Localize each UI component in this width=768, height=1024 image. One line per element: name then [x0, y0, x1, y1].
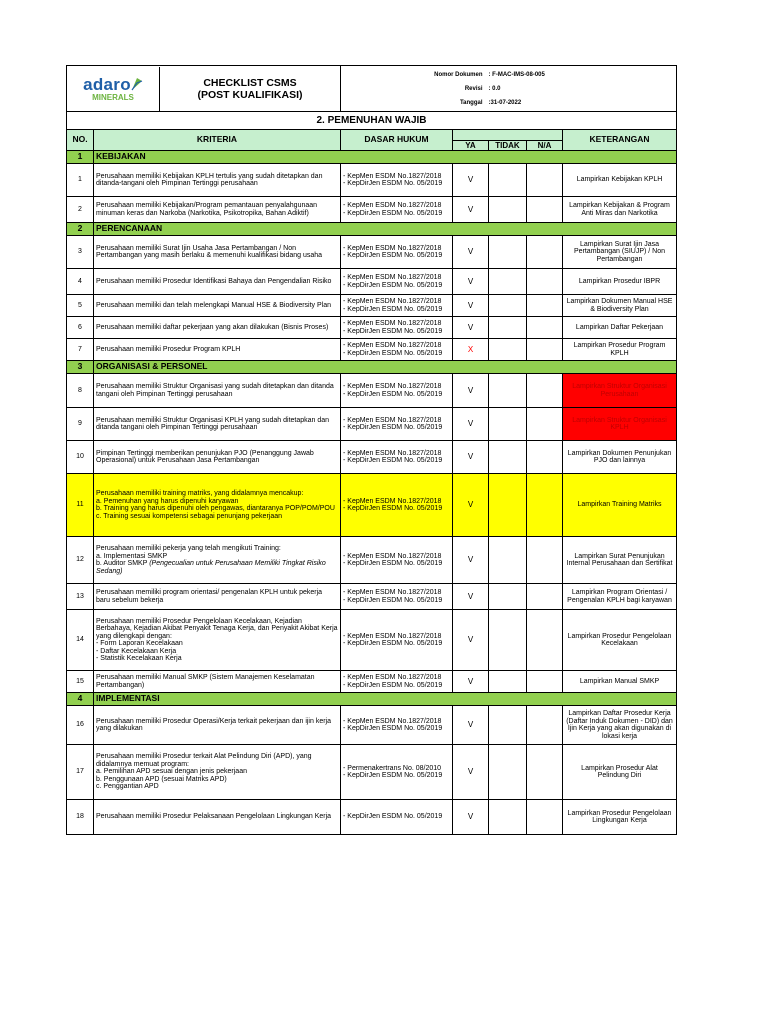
checklist-row — [67, 671, 677, 693]
row-ya-mark[interactable]: V — [453, 317, 489, 339]
row-ya-mark[interactable]: V — [453, 236, 489, 269]
row-keterangan: Lampirkan Program Orientasi / Pengenalan KPLH bagi karyawan — [563, 584, 677, 610]
row-tidak-mark[interactable] — [489, 295, 527, 317]
row-number: 14 — [67, 610, 94, 671]
row-tidak-mark[interactable] — [489, 745, 527, 800]
row-dasar-hukum: - KepMen ESDM No.1827/2018 - KepDirJen ESDM No. 05/2019 — [341, 441, 453, 474]
checklist-body — [67, 151, 677, 835]
row-keterangan: Lampirkan Dokumen Manual HSE & Biodiversity Plan — [563, 295, 677, 317]
row-keterangan: Lampirkan Daftar Prosedur Kerja (Daftar Induk Dokumen - DID) dan Ijin Kerja yang akan digunakan di lokasi kerja — [563, 706, 677, 745]
doc-number-value: : F-MAC-IMS-08-005 — [488, 71, 545, 78]
row-ya-mark[interactable]: V — [453, 295, 489, 317]
row-dasar-hukum: - KepMen ESDM No.1827/2018 - KepDirJen ESDM No. 05/2019 — [341, 537, 453, 584]
row-na-mark[interactable] — [527, 800, 563, 835]
row-number: 8 — [67, 374, 94, 408]
checklist-row — [67, 474, 677, 537]
checklist-row — [67, 706, 677, 745]
row-kriteria: Perusahaan memiliki Prosedur Program KPLH — [94, 339, 341, 361]
row-tidak-mark[interactable] — [489, 474, 527, 537]
row-tidak-mark[interactable] — [489, 408, 527, 441]
row-tidak-mark[interactable] — [489, 584, 527, 610]
category-row — [67, 693, 677, 706]
checklist-row — [67, 441, 677, 474]
category-label: PERENCANAAN — [94, 223, 677, 236]
row-tidak-mark[interactable] — [489, 537, 527, 584]
row-number: 9 — [67, 408, 94, 441]
checklist-row — [67, 317, 677, 339]
checklist-row — [67, 537, 677, 584]
category-number: 4 — [67, 693, 94, 706]
row-dasar-hukum: - KepMen ESDM No.1827/2018 - KepDirJen ESDM No. 05/2019 — [341, 164, 453, 197]
row-tidak-mark[interactable] — [489, 706, 527, 745]
section-title: 2. PEMENUHAN WAJIB — [67, 112, 677, 130]
row-ya-mark[interactable]: V — [453, 474, 489, 537]
row-keterangan: Lampirkan Dokumen Penunjukan PJO dan lainnya — [563, 441, 677, 474]
checklist-row — [67, 374, 677, 408]
row-tidak-mark[interactable] — [489, 317, 527, 339]
row-dasar-hukum: - Permenakertrans No. 08/2010 - KepDirJen ESDM No. 05/2019 — [341, 745, 453, 800]
row-dasar-hukum: - KepMen ESDM No.1827/2018 - KepDirJen ESDM No. 05/2019 — [341, 197, 453, 223]
row-number: 12 — [67, 537, 94, 584]
row-keterangan: Lampirkan Prosedur Pengelolaan Kecelakaan — [563, 610, 677, 671]
row-keterangan: Lampirkan Training Matriks — [563, 474, 677, 537]
row-tidak-mark[interactable] — [489, 441, 527, 474]
row-na-mark[interactable] — [527, 610, 563, 671]
row-na-mark[interactable] — [527, 164, 563, 197]
row-kriteria: Perusahaan memiliki Struktur Organisasi yang sudah ditetapkan dan ditanda tangani oleh Pimpinan Tertinggi perusahaan — [94, 374, 341, 408]
row-na-mark[interactable] — [527, 537, 563, 584]
row-na-mark[interactable] — [527, 706, 563, 745]
col-keterangan: KETERANGAN — [563, 130, 677, 151]
row-keterangan: Lampirkan Manual SMKP — [563, 671, 677, 693]
row-number: 10 — [67, 441, 94, 474]
row-ya-mark[interactable]: V — [453, 537, 489, 584]
checklist-table — [66, 65, 677, 835]
category-number: 3 — [67, 361, 94, 374]
row-ya-mark[interactable]: V — [453, 164, 489, 197]
logo-subtitle: MINERALS — [92, 92, 134, 102]
row-ya-mark[interactable]: V — [453, 800, 489, 835]
meta-values — [489, 66, 677, 112]
row-keterangan: Lampirkan Surat Penunjukan Internal Perusahaan dan Sertifikat — [563, 537, 677, 584]
row-tidak-mark[interactable] — [489, 236, 527, 269]
category-row — [67, 223, 677, 236]
row-kriteria: Perusahaan memiliki pekerja yang telah mengikuti Training: a. Implementasi SMKP b. Auditor SMKP (Pengecualian untuk Perusahaan Memiliki Tingkat Risiko Sedang) — [94, 537, 341, 584]
row-dasar-hukum: - KepMen ESDM No.1827/2018 - KepDirJen ESDM No. 05/2019 — [341, 295, 453, 317]
row-tidak-mark[interactable] — [489, 610, 527, 671]
checklist-row — [67, 800, 677, 835]
row-na-mark[interactable] — [527, 295, 563, 317]
row-keterangan: Lampirkan Kebijakan KPLH — [563, 164, 677, 197]
row-na-mark[interactable] — [527, 269, 563, 295]
logo-area — [67, 66, 341, 112]
row-number: 16 — [67, 706, 94, 745]
category-label: KEBIJAKAN — [94, 151, 677, 164]
row-dasar-hukum: - KepMen ESDM No.1827/2018 - KepDirJen ESDM No. 05/2019 — [341, 269, 453, 295]
category-row — [67, 361, 677, 374]
revision-value: : 0.0 — [488, 85, 501, 92]
row-number: 6 — [67, 317, 94, 339]
row-kriteria: Perusahaan memiliki Prosedur Identifikasi Bahaya dan Pengendalian Risiko — [94, 269, 341, 295]
category-number: 2 — [67, 223, 94, 236]
col-answer-group — [453, 130, 563, 141]
row-ya-mark[interactable]: V — [453, 269, 489, 295]
row-kriteria: Perusahaan memiliki Kebijakan/Program pemantauan penyalahgunaan minuman keras dan Narkoba (Narkotika, Psikotropika, Bahan Adiktif) — [94, 197, 341, 223]
row-kriteria: Perusahaan memiliki Prosedur Operasi/Kerja terkait pekerjaan dan ijin kerja yang dilakukan — [94, 706, 341, 745]
row-dasar-hukum: - KepMen ESDM No.1827/2018 - KepDirJen ESDM No. 05/2019 — [341, 339, 453, 361]
row-number: 11 — [67, 474, 94, 537]
checklist-row — [67, 197, 677, 223]
row-dasar-hukum: - KepMen ESDM No.1827/2018 - KepDirJen ESDM No. 05/2019 — [341, 474, 453, 537]
row-kriteria: Perusahaan memiliki Prosedur Pelaksanaan Pengelolaan Lingkungan Kerja — [94, 800, 341, 835]
row-ya-mark[interactable]: V — [453, 197, 489, 223]
row-na-mark[interactable] — [527, 374, 563, 408]
row-number: 4 — [67, 269, 94, 295]
row-kriteria: Perusahaan memiliki daftar pekerjaan yang akan dilakukan (Bisnis Proses) — [94, 317, 341, 339]
row-keterangan: Lampirkan Struktur Organisasi Perusahaan — [563, 374, 677, 408]
row-na-mark[interactable] — [527, 671, 563, 693]
row-keterangan: Lampirkan Struktur Organisasi KPLH — [563, 408, 677, 441]
row-ya-mark[interactable]: V — [453, 441, 489, 474]
col-tidak: TIDAK — [489, 141, 527, 151]
company-logo — [67, 67, 160, 111]
row-dasar-hukum: - KepMen ESDM No.1827/2018 - KepDirJen ESDM No. 05/2019 — [341, 374, 453, 408]
revision-label: Revisi — [464, 85, 483, 92]
row-number: 18 — [67, 800, 94, 835]
row-number: 5 — [67, 295, 94, 317]
col-kriteria: KRITERIA — [94, 130, 341, 151]
row-keterangan: Lampirkan Prosedur Alat Pelindung Diri — [563, 745, 677, 800]
row-keterangan: Lampirkan Surat Ijin Jasa Pertambangan (SIUJP) / Non Pertambangan — [563, 236, 677, 269]
row-kriteria: Perusahaan memiliki Prosedur Pengelolaan Kecelakaan, Kejadian Berbahaya, Kejadian Akibat Penyakit Tenaga Kerja, dan Penyakit Akibat Kerja yang dilengkapi dengan: - Form Laporan Kecelakaan - Daftar Kecelakaan Kerja - Statistik Kecelakaan Kerja — [94, 610, 341, 671]
row-keterangan: Lampirkan Prosedur IBPR — [563, 269, 677, 295]
meta-labels — [341, 66, 489, 112]
row-dasar-hukum: - KepMen ESDM No.1827/2018 - KepDirJen ESDM No. 05/2019 — [341, 408, 453, 441]
row-tidak-mark[interactable] — [489, 339, 527, 361]
row-dasar-hukum: - KepMen ESDM No.1827/2018 - KepDirJen ESDM No. 05/2019 — [341, 317, 453, 339]
row-dasar-hukum: - KepMen ESDM No.1827/2018 - KepDirJen ESDM No. 05/2019 — [341, 671, 453, 693]
row-na-mark[interactable] — [527, 745, 563, 800]
document-title: CHECKLIST CSMS (POST KUALIFIKASI) — [197, 76, 303, 101]
row-kriteria: Perusahaan memiliki Prosedur terkait Alat Pelindung Diri (APD), yang didalamnya memuat program: a. Pemilihan APD sesuai dengan jenis pekerjaan b. Penggunaan APD (sesuai Matriks APD) c. Penggantian APD — [94, 745, 341, 800]
doc-number-label: Nomor Dokumen — [434, 71, 483, 78]
row-tidak-mark[interactable] — [489, 269, 527, 295]
category-row — [67, 151, 677, 164]
kriteria-note: (Pengecualian untuk Perusahaan Memiliki Tingkat Risiko Sedang) — [96, 560, 326, 575]
row-tidak-mark[interactable] — [489, 197, 527, 223]
col-ya: YA — [453, 141, 489, 151]
checklist-row — [67, 269, 677, 295]
checklist-row — [67, 745, 677, 800]
row-na-mark[interactable] — [527, 339, 563, 361]
row-kriteria: Perusahaan memiliki dan telah melengkapi Manual HSE & Biodiversity Plan — [94, 295, 341, 317]
row-kriteria: Perusahaan memiliki Kebijakan KPLH tertulis yang sudah ditetapkan dan ditanda-tangani oleh Pimpinan Tertinggi perusahaan — [94, 164, 341, 197]
row-tidak-mark[interactable] — [489, 671, 527, 693]
row-number: 15 — [67, 671, 94, 693]
row-kriteria: Perusahaan memiliki program orientasi/ pengenalan KPLH untuk pekerja baru sebelum bekerja — [94, 584, 341, 610]
col-na: N/A — [527, 141, 563, 151]
row-dasar-hukum: - KepMen ESDM No.1827/2018 - KepDirJen ESDM No. 05/2019 — [341, 706, 453, 745]
category-number: 1 — [67, 151, 94, 164]
row-kriteria: Perusahaan memiliki training matriks, yang didalamnya mencakup: a. Pemenuhan yang harus dipenuhi karyawan b. Training yang harus dipenuhi oleh pengawas, diantaranya POP/POM/POU c. Training sesuai kompetensi sebagai penunjang pekerjaan — [94, 474, 341, 537]
row-ya-mark[interactable]: X — [453, 339, 489, 361]
row-kriteria: Perusahaan memiliki Struktur Organisasi KPLH yang sudah ditetapkan dan ditanda tangani oleh Pimpinan Tertinggi perusahaan — [94, 408, 341, 441]
checklist-row — [67, 584, 677, 610]
row-ya-mark[interactable]: V — [453, 584, 489, 610]
logo-leaf-icon — [131, 77, 143, 91]
checklist-row — [67, 295, 677, 317]
row-ya-mark[interactable]: V — [453, 610, 489, 671]
row-keterangan: Lampirkan Daftar Pekerjaan — [563, 317, 677, 339]
date-label: Tanggal — [459, 99, 483, 106]
row-number: 1 — [67, 164, 94, 197]
row-keterangan: Lampirkan Prosedur Program KPLH — [563, 339, 677, 361]
row-dasar-hukum: - KepDirJen ESDM No. 05/2019 — [341, 800, 453, 835]
row-number: 2 — [67, 197, 94, 223]
logo-wordmark: adaro — [83, 74, 131, 94]
row-na-mark[interactable] — [527, 584, 563, 610]
row-kriteria: Perusahaan memiliki Surat Ijin Usaha Jasa Pertambangan / Non Pertambangan yang masih berlaku & memenuhi kualifikasi bidang usaha — [94, 236, 341, 269]
row-tidak-mark[interactable] — [489, 164, 527, 197]
row-number: 17 — [67, 745, 94, 800]
checklist-row — [67, 408, 677, 441]
checklist-row — [67, 339, 677, 361]
checklist-sheet — [66, 65, 676, 835]
row-ya-mark[interactable]: V — [453, 408, 489, 441]
category-label: IMPLEMENTASI — [94, 693, 677, 706]
row-na-mark[interactable] — [527, 236, 563, 269]
row-keterangan: Lampirkan Kebijakan & Program Anti Miras dan Narkotika — [563, 197, 677, 223]
row-number: 7 — [67, 339, 94, 361]
row-na-mark[interactable] — [527, 408, 563, 441]
checklist-row — [67, 610, 677, 671]
row-dasar-hukum: - KepMen ESDM No.1827/2018 - KepDirJen ESDM No. 05/2019 — [341, 610, 453, 671]
checklist-row — [67, 164, 677, 197]
row-ya-mark[interactable]: V — [453, 745, 489, 800]
row-dasar-hukum: - KepMen ESDM No.1827/2018 - KepDirJen ESDM No. 05/2019 — [341, 584, 453, 610]
row-na-mark[interactable] — [527, 474, 563, 537]
row-tidak-mark[interactable] — [489, 800, 527, 835]
row-na-mark[interactable] — [527, 317, 563, 339]
row-ya-mark[interactable]: V — [453, 671, 489, 693]
row-kriteria: Perusahaan memiliki Manual SMKP (Sistem Manajemen Keselamatan Pertambangan) — [94, 671, 341, 693]
row-dasar-hukum: - KepMen ESDM No.1827/2018 - KepDirJen ESDM No. 05/2019 — [341, 236, 453, 269]
row-tidak-mark[interactable] — [489, 374, 527, 408]
row-ya-mark[interactable]: V — [453, 706, 489, 745]
row-ya-mark[interactable]: V — [453, 374, 489, 408]
col-dasar-hukum: DASAR HUKUM — [341, 130, 453, 151]
row-number: 13 — [67, 584, 94, 610]
row-na-mark[interactable] — [527, 441, 563, 474]
category-label: ORGANISASI & PERSONEL — [94, 361, 677, 374]
row-kriteria: Pimpinan Tertinggi memberikan penunjukan PJO (Penanggung Jawab Operasional) untuk Perusahaan Jasa Pertambangan — [94, 441, 341, 474]
col-no: NO. — [67, 130, 94, 151]
date-value: :31-07-2022 — [488, 99, 522, 106]
row-keterangan: Lampirkan Prosedur Pengelolaan Lingkungan Kerja — [563, 800, 677, 835]
row-number: 3 — [67, 236, 94, 269]
checklist-row — [67, 236, 677, 269]
row-na-mark[interactable] — [527, 197, 563, 223]
